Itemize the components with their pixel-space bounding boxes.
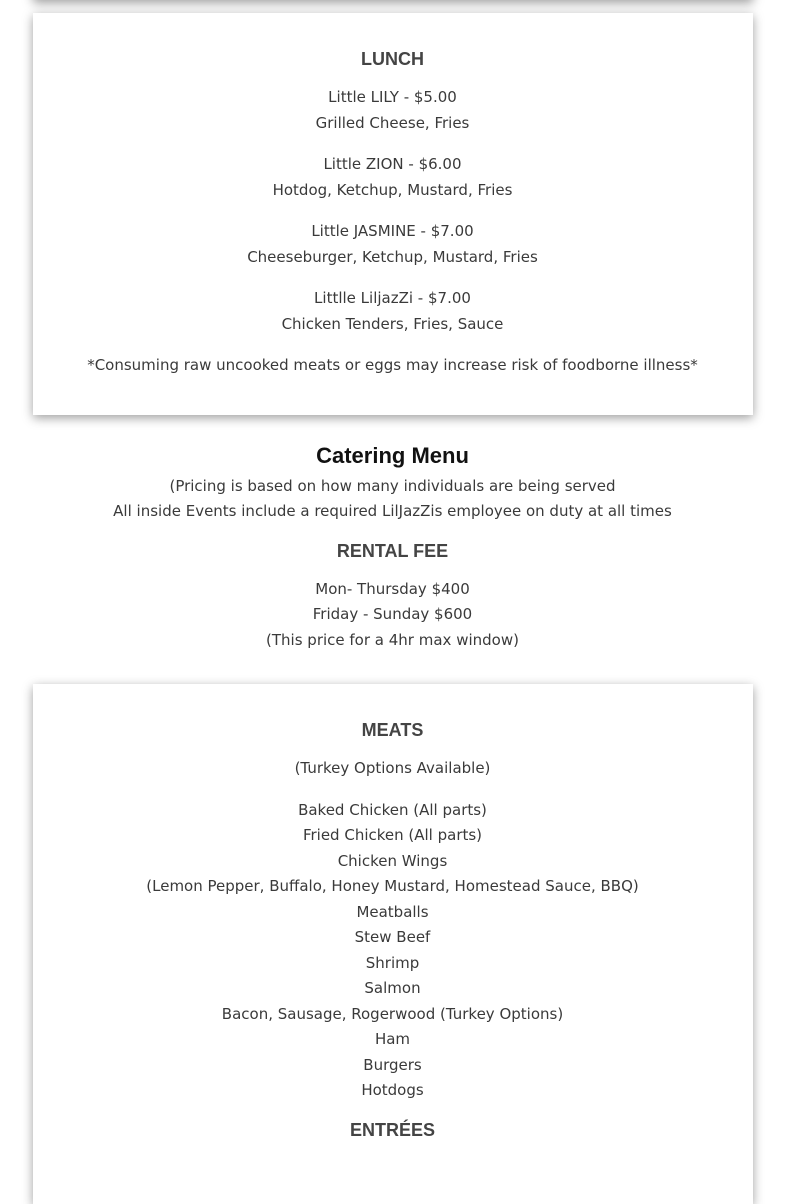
catering-menu-title: Catering Menu — [316, 443, 469, 468]
entrees-heading: ENTRÉES — [349, 1120, 436, 1140]
lunch-item-name: Littlle LiljazZi - $7.00 — [314, 289, 471, 307]
meat-item: Chicken Wings — [337, 852, 448, 870]
lunch-item-desc: Grilled Cheese, Fries — [315, 114, 470, 132]
lunch-heading: LUNCH — [361, 49, 424, 69]
meats-heading: MEATS — [361, 720, 424, 740]
meat-item: (Lemon Pepper, Buffalo, Honey Mustard, Homestead Sauce, BBQ) — [146, 877, 639, 895]
meat-item: Bacon, Sausage, Rogerwood (Turkey Options) — [221, 1005, 564, 1023]
meat-item: Salmon — [364, 979, 421, 997]
rental-fee-line: (This price for a 4hr max window) — [266, 631, 519, 649]
lunch-item-desc: Cheeseburger, Ketchup, Mustard, Fries — [247, 248, 538, 266]
catering-pricing-note: (Pricing is based on how many individuals are being served — [169, 477, 616, 495]
rental-fee-heading: RENTAL FEE — [336, 541, 449, 561]
lunch-item-name: Little JASMINE - $7.00 — [311, 222, 474, 240]
foodborne-illness-disclaimer: *Consuming raw uncooked meats or eggs may increase risk of foodborne illness* — [87, 356, 698, 374]
rental-fee-line: Mon- Thursday $400 — [315, 580, 470, 598]
meat-item: Fried Chicken (All parts) — [302, 826, 483, 844]
meat-item: Meatballs — [356, 903, 429, 921]
lunch-item-name: Little LILY - $5.00 — [328, 88, 457, 106]
rental-fee-line: Friday - Sunday $600 — [312, 605, 473, 623]
lunch-item-desc: Hotdog, Ketchup, Mustard, Fries — [272, 181, 513, 199]
meat-item: Burgers — [363, 1056, 422, 1074]
lunch-item-desc: Chicken Tenders, Fries, Sauce — [281, 315, 504, 333]
meat-item: Shrimp — [365, 954, 420, 972]
meat-item: Ham — [374, 1030, 411, 1048]
meat-item: Stew Beef — [354, 928, 431, 946]
turkey-options-note: (Turkey Options Available) — [294, 759, 491, 777]
lunch-item-name: Little ZION - $6.00 — [323, 155, 462, 173]
meat-item: Baked Chicken (All parts) — [298, 801, 487, 819]
catering-employee-note: All inside Events include a required LilJazZis employee on duty at all times — [113, 502, 672, 520]
meat-item: Hotdogs — [361, 1081, 424, 1099]
